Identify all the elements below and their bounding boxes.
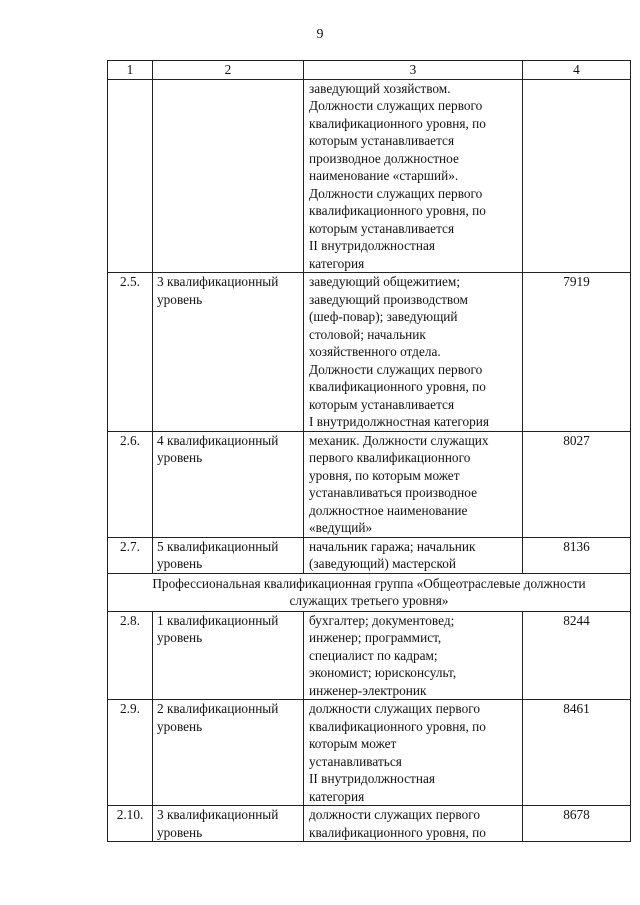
- description-line: которым устанавливается: [309, 133, 455, 148]
- salary-value: 8461: [523, 700, 631, 806]
- qualification-level: [153, 700, 304, 806]
- item-number: 2.6.: [108, 431, 153, 537]
- positions-description: [304, 431, 523, 537]
- level-line: уровень: [157, 556, 203, 571]
- qualification-level: [153, 611, 304, 700]
- item-number: 2.8.: [108, 611, 153, 700]
- salary-value: 8027: [523, 431, 631, 537]
- description-line: Должности служащих первого: [309, 98, 483, 113]
- description-line: должности служащих первого: [309, 807, 481, 822]
- description-line: столовой; начальник: [309, 326, 426, 342]
- group-heading: [108, 573, 631, 611]
- description-line: бухгалтер; документовед;: [309, 612, 455, 628]
- description-line: первого квалификационного: [309, 450, 471, 465]
- level-line: 4 квалификационный: [157, 432, 279, 448]
- column-header: 1: [108, 61, 153, 80]
- salary-value: 8678: [523, 806, 631, 842]
- level-line: 3 квалификационный: [157, 807, 279, 822]
- description-line: которым устанавливается: [309, 220, 455, 236]
- description-line: заведующий общежитием;: [309, 274, 461, 289]
- salary-value: [523, 79, 631, 273]
- description-line: «ведущий»: [309, 520, 373, 535]
- description-line: II внутридолжностная: [309, 771, 435, 786]
- description-line: инженер; программист,: [309, 630, 442, 645]
- level-line: уровень: [157, 450, 203, 465]
- description-line: заведующий производством: [309, 291, 468, 307]
- item-number: 2.9.: [108, 700, 153, 806]
- column-header: 4: [523, 61, 631, 80]
- description-line: (шеф-повар); заведующий: [309, 309, 458, 324]
- description-line: квалификационного уровня, по: [309, 379, 486, 394]
- description-line: квалификационного уровня, по: [309, 115, 486, 131]
- qualification-level: [153, 537, 304, 573]
- description-line: Должности служащих первого: [309, 185, 483, 201]
- table-row: [108, 79, 631, 273]
- description-line: должности служащих первого: [309, 701, 481, 716]
- table-body: [108, 79, 631, 842]
- description-line: экономист; юрисконсульт,: [309, 665, 457, 680]
- description-line: (заведующий) мастерской: [309, 556, 457, 571]
- qualification-level: [153, 806, 304, 842]
- description-line: производное должностное: [309, 150, 459, 166]
- description-line: I внутридолжностная категория: [309, 414, 490, 429]
- description-line: должностное наименование: [309, 502, 468, 518]
- table-row: [108, 611, 631, 700]
- level-line: 1 квалификационный: [157, 612, 279, 628]
- salary-value: 7919: [523, 273, 631, 432]
- description-line: устанавливаться: [309, 753, 402, 769]
- positions-description: [304, 700, 523, 806]
- description-line: II внутридолжностная: [309, 238, 435, 253]
- table-header-row: [108, 61, 631, 80]
- group-heading-row: [108, 573, 631, 611]
- column-header: 3: [304, 61, 523, 80]
- positions-description: [304, 537, 523, 573]
- qualification-level: [153, 79, 304, 273]
- description-line: квалификационного уровня, по: [309, 824, 486, 840]
- description-line: механик. Должности служащих: [309, 432, 489, 448]
- description-line: которым может: [309, 736, 397, 751]
- positions-description: [304, 806, 523, 842]
- level-line: 2 квалификационный: [157, 701, 279, 716]
- level-line: уровень: [157, 824, 203, 840]
- description-line: уровня, по которым может: [309, 467, 460, 483]
- positions-description: [304, 273, 523, 432]
- item-number: 2.5.: [108, 273, 153, 432]
- salary-value: 8136: [523, 537, 631, 573]
- description-line: устанавливаться производное: [309, 485, 478, 500]
- table-row: [108, 273, 631, 432]
- description-line: наименование «старший».: [309, 168, 459, 183]
- level-line: уровень: [157, 291, 203, 307]
- page-number: 9: [316, 27, 324, 42]
- description-line: Должности служащих первого: [309, 361, 483, 377]
- positions-description: [304, 79, 523, 273]
- description-line: заведующий хозяйством.: [309, 80, 451, 96]
- column-header: 2: [153, 61, 304, 80]
- group-heading-line: Профессиональная квалификационная группа «Общеотраслевые должности: [152, 575, 586, 591]
- description-line: начальник гаража; начальник: [309, 538, 476, 554]
- description-line: квалификационного уровня, по: [309, 203, 486, 218]
- item-number: 2.7.: [108, 537, 153, 573]
- description-line: которым устанавливается: [309, 396, 455, 412]
- level-line: уровень: [157, 718, 203, 734]
- level-line: 3 квалификационный: [157, 274, 279, 289]
- description-line: категория: [309, 788, 365, 804]
- table-row: [108, 431, 631, 537]
- item-number: [108, 79, 153, 273]
- description-line: специалист по кадрам;: [309, 647, 438, 663]
- description-line: квалификационного уровня, по: [309, 718, 486, 734]
- description-line: хозяйственного отдела.: [309, 344, 441, 359]
- group-heading-line: служащих третьего уровня»: [289, 593, 449, 608]
- table-row: [108, 700, 631, 806]
- table-row: [108, 537, 631, 573]
- description-line: категория: [309, 255, 365, 271]
- salary-table: [107, 60, 631, 842]
- level-line: 5 квалификационный: [157, 538, 279, 554]
- salary-value: 8244: [523, 611, 631, 700]
- item-number: 2.10.: [108, 806, 153, 842]
- table-row: [108, 806, 631, 842]
- description-line: инженер-электроник: [309, 682, 427, 698]
- positions-description: [304, 611, 523, 700]
- qualification-level: [153, 273, 304, 432]
- qualification-level: [153, 431, 304, 537]
- level-line: уровень: [157, 630, 203, 645]
